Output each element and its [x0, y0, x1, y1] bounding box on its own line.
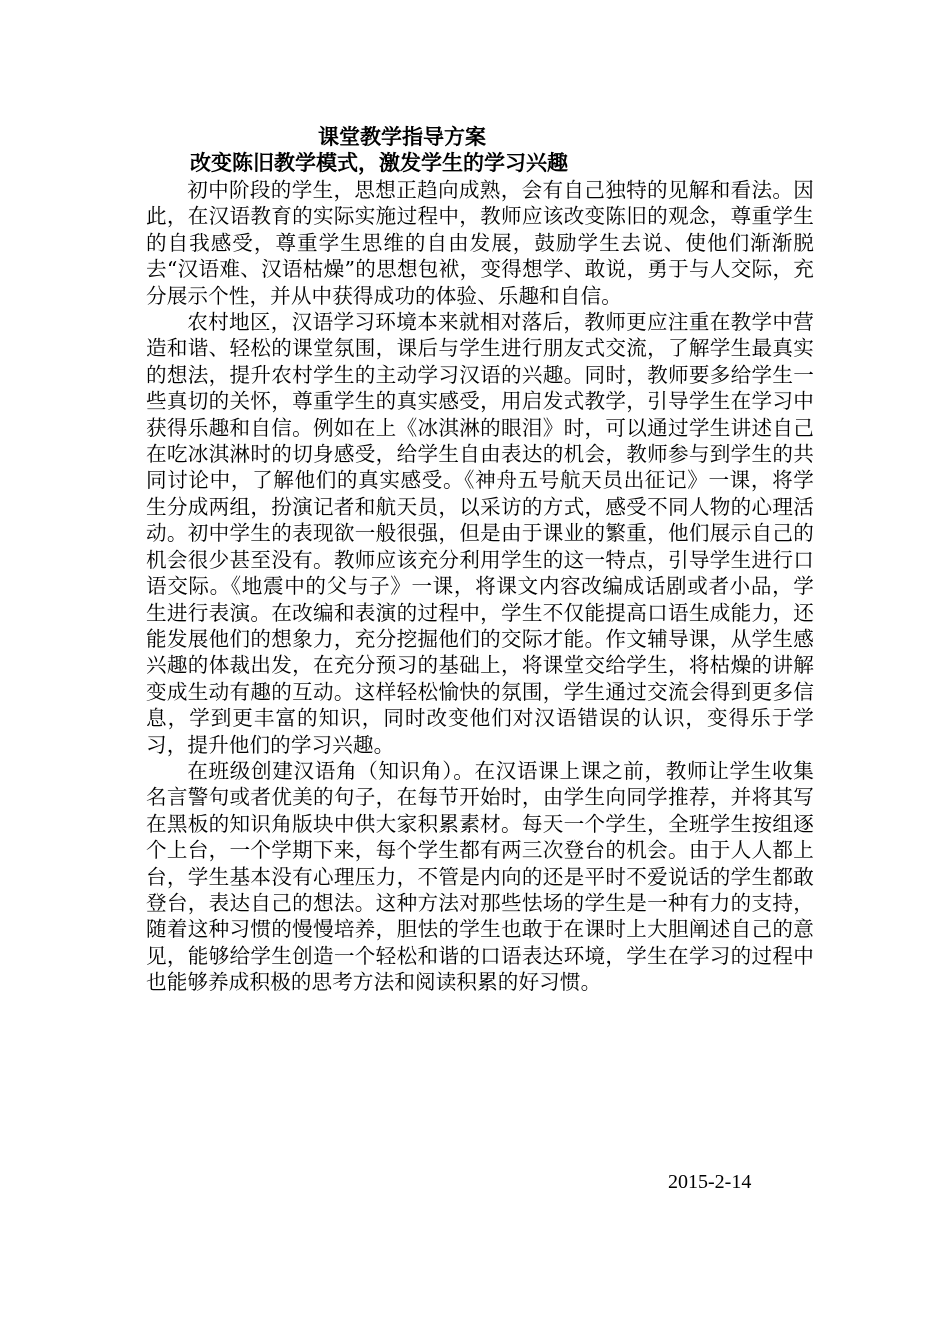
body-paragraph-1: 初中阶段的学生，思想正趋向成熟，会有自己独特的见解和看法。因此，在汉语教育的实际实施过程中，教师应该改变陈旧的观念，尊重学生的自我感受，尊重学生思维的自由发展，鼓励学生去说、使他们渐渐脱去“汉语难、汉语枯燥”的思想包袱，变得想学、敢说，勇于与人交际，充分展示个性，并从中获得成功的体验、乐趣和自信。: [146, 178, 814, 308]
document-title: 课堂教学指导方案: [318, 124, 486, 149]
document-subtitle: 改变陈旧教学模式，激发学生的学习兴趣: [190, 150, 568, 175]
body-paragraph-3: 在班级创建汉语角（知识角）。在汉语课上课之前，教师让学生收集名言警句或者优美的句子，在每节开始时，由学生向同学推荐，并将其写在黑板的知识角版块中供大家积累素材。每天一个学生，全班学生按组逐个上台，一个学期下来，每个学生都有两三次登台的机会。由于人人都上台，学生基本没有心理压力，不管是内向的还是平时不爱说话的学生都敢登台，表达自己的想法。这种方法对那些怯场的学生是一种有力的支持，随着这种习惯的慢慢培养，胆怯的学生也敢于在课时上大胆阐述自己的意见，能够给学生创造一个轻松和谐的口语表达环境，学生在学习的过程中也能够养成积极的思考方法和阅读积累的好习惯。: [146, 758, 814, 995]
document-date: 2015-2-14: [668, 1171, 752, 1193]
body-paragraph-2: 农村地区，汉语学习环境本来就相对落后，教师更应注重在教学中营造和谐、轻松的课堂氛围，课后与学生进行朋友式交流，了解学生最真实的想法，提升农村学生的主动学习汉语的兴趣。同时，教师要多给学生一些真切的关怀，尊重学生的真实感受，用启发式教学，引导学生在学习中获得乐趣和自信。例如在上《冰淇淋的眼泪》时，可以通过学生讲述自己在吃冰淇淋时的切身感受，给学生自由表达的机会，教师参与到学生的共同讨论中，了解他们的真实感受。《神舟五号航天员出征记》一课，将学生分成两组，扮演记者和航天员，以采访的方式，感受不同人物的心理活动。初中学生的表现欲一般很强，但是由于课业的繁重，他们展示自己的机会很少甚至没有。教师应该充分利用学生的这一特点，引导学生进行口语交际。《地震中的父与子》一课，将课文内容改编成话剧或者小品，学生进行表演。在改编和表演的过程中，学生不仅能提高口语生成能力，还能发展他们的想象力，充分挖掘他们的交际才能。作文辅导课，从学生感兴趣的体裁出发，在充分预习的基础上，将课堂交给学生，将枯燥的讲解变成生动有趣的互动。这样轻松愉快的氛围，学生通过交流会得到更多信息，学到更丰富的知识，同时改变他们对汉语错误的认识，变得乐于学习，提升他们的学习兴趣。: [146, 310, 814, 757]
document-body: [146, 177, 814, 996]
